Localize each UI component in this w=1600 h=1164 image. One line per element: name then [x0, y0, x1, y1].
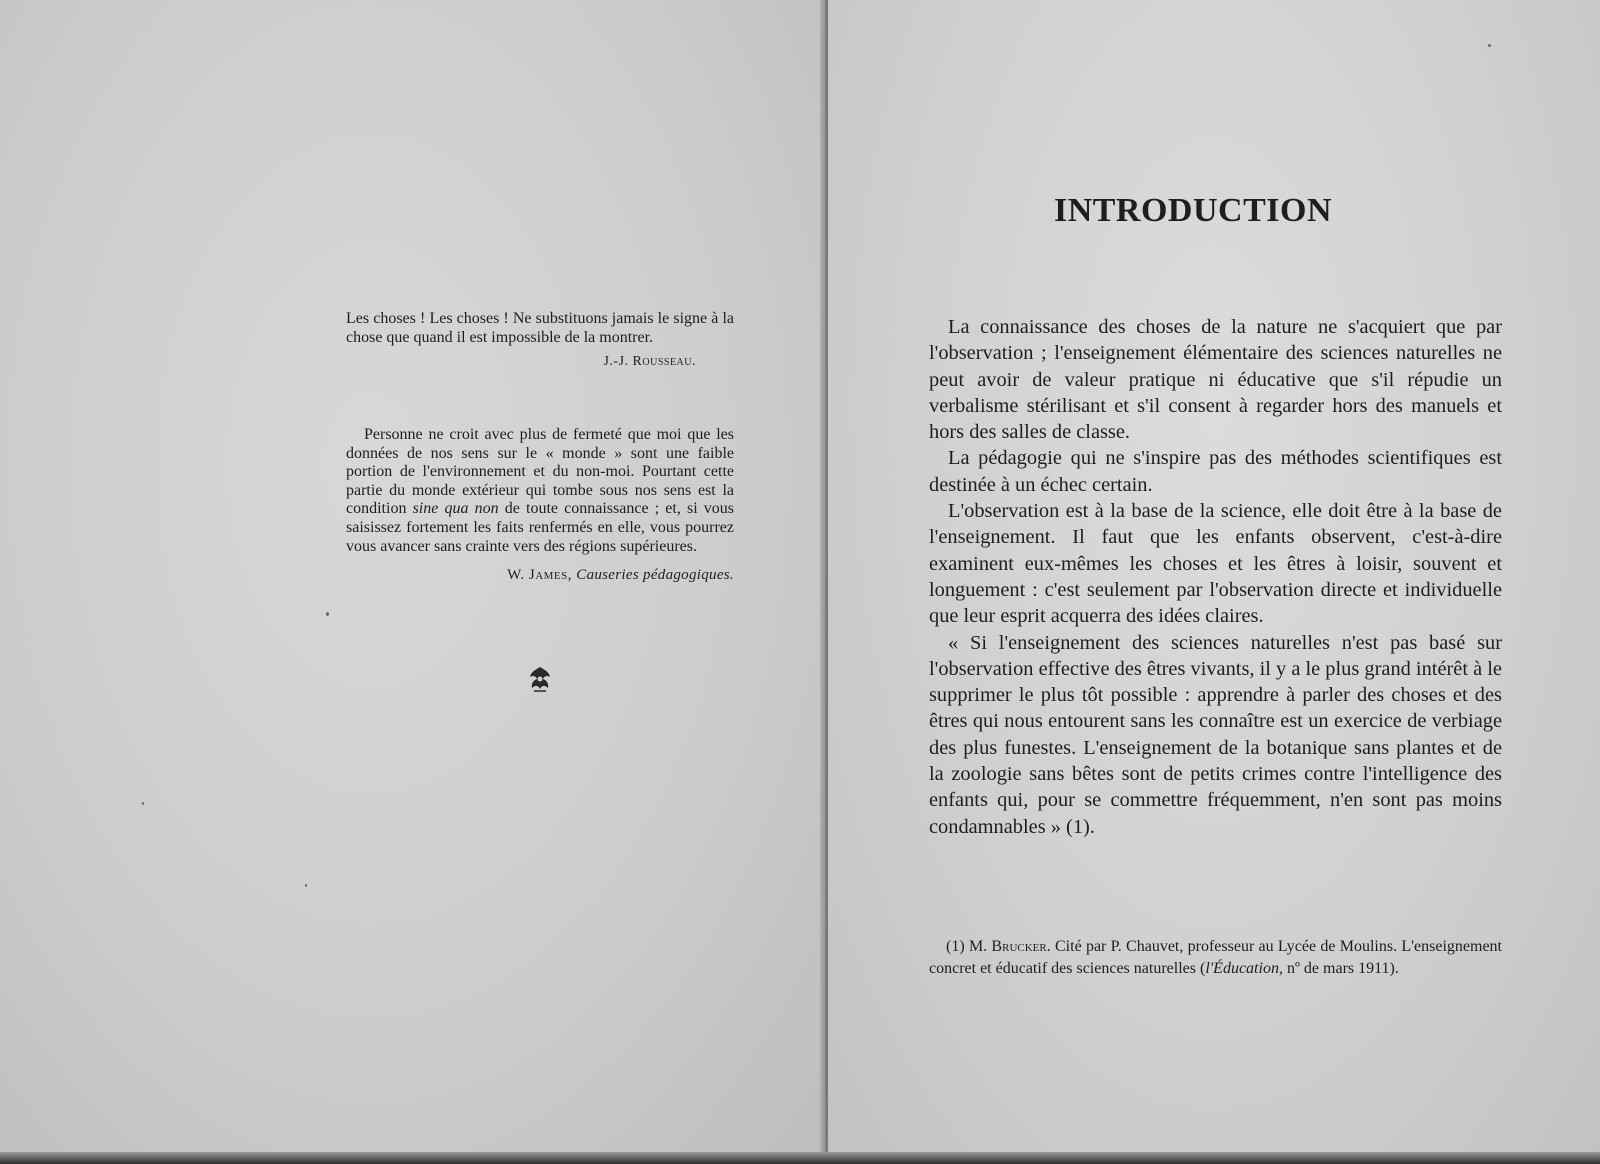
footnote-text-part1: Cité par P. Chauvet, professeur au Lycée de Moulins. L'enseignement concret et éducatif des sciences naturelles (	[929, 938, 1503, 977]
footnote-marker: (1)	[946, 938, 965, 955]
speck	[142, 802, 144, 805]
paragraph: « Si l'enseignement des sciences naturelles n'est pas basé sur l'observation effective des êtres vivants, il y a le plus grand intérêt à le supprimer le plus tôt possible : apprendre à parler des choses et des êtres qui nous entourent sans les connaître est un exercice de verbiage des plus funestes. L'enseignement de la botanique sans plantes et de la zoologie sans bêtes sont de petits crimes contre l'intelligence des enfants qui, pour se commettre fréquemment, n'en sont pas moins condamnables » (1).	[929, 631, 1502, 838]
footnote-text	[929, 936, 1502, 980]
paragraph: La pédagogie qui ne s'inspire pas des méthodes scientifiques est destinée à un échec certain.	[929, 447, 1502, 496]
epigraph-james-text-part2: de toute connaissance ; et, si vous saisissez fortement les faits renfermés en elle, vous pourrez vous avancer sans crainte vers des régions supérieures.	[346, 500, 735, 555]
book-bottom-edge	[0, 1152, 1600, 1164]
footnote-italic: l'Éducation,	[1205, 960, 1283, 977]
epigraph-james-italic: sine qua non	[412, 500, 499, 518]
epigraph-james	[346, 426, 734, 585]
paragraph: La connaissance des choses de la nature ne s'acquiert que par l'observation ; l'enseignement élémentaire des sciences naturelles ne peut avoir de valeur pratique ni éducative que s'il répudie un verbalisme stérilisant et s'il consent à regarder hors des manuels et hors des salles de classe.	[929, 316, 1502, 444]
epigraph-rousseau-author: J.-J. Rousseau.	[603, 354, 696, 370]
epigraph-rousseau	[346, 310, 734, 372]
footnote-author: M. Brucker.	[968, 938, 1051, 955]
speck	[305, 884, 307, 887]
footnote-text-part2: nº de mars 1911).	[1282, 960, 1399, 977]
fleuron-ornament-icon	[525, 664, 555, 694]
epigraph-james-work: Causeries pédagogiques.	[576, 567, 734, 584]
right-page	[828, 0, 1600, 1160]
epigraph-rousseau-text: Les choses ! Les choses ! Ne substituons jamais le signe à la chose que quand il est impossible de la montrer.	[346, 310, 734, 346]
epigraph-james-text	[346, 426, 734, 556]
footnote	[929, 936, 1502, 980]
epigraph-james-text-part1: Personne ne croit avec plus de fermeté que moi que les données de nos sens sur le « monde » sont une faible portion de l'environnement et du non-moi. Pourtant cette partie du monde extérieur qui tombe sous nos sens est la condition	[346, 426, 734, 518]
speck	[326, 612, 329, 616]
page-title: INTRODUCTION	[1053, 192, 1333, 229]
epigraph-james-author: W. James,	[507, 567, 573, 584]
paragraph: L'observation est à la base de la science, elle doit être à la base de l'enseignement. Il faut que les enfants observent, c'est-à-dire examinent eux-mêmes les choses et les êtres à loisir, souvent et longuement : c'est seulement par l'observation directe et individuelle que leur esprit acquerra des idées claires.	[929, 500, 1502, 628]
speck	[1488, 44, 1491, 47]
epigraph-james-attribution	[346, 566, 734, 585]
introduction-body	[929, 314, 1502, 840]
